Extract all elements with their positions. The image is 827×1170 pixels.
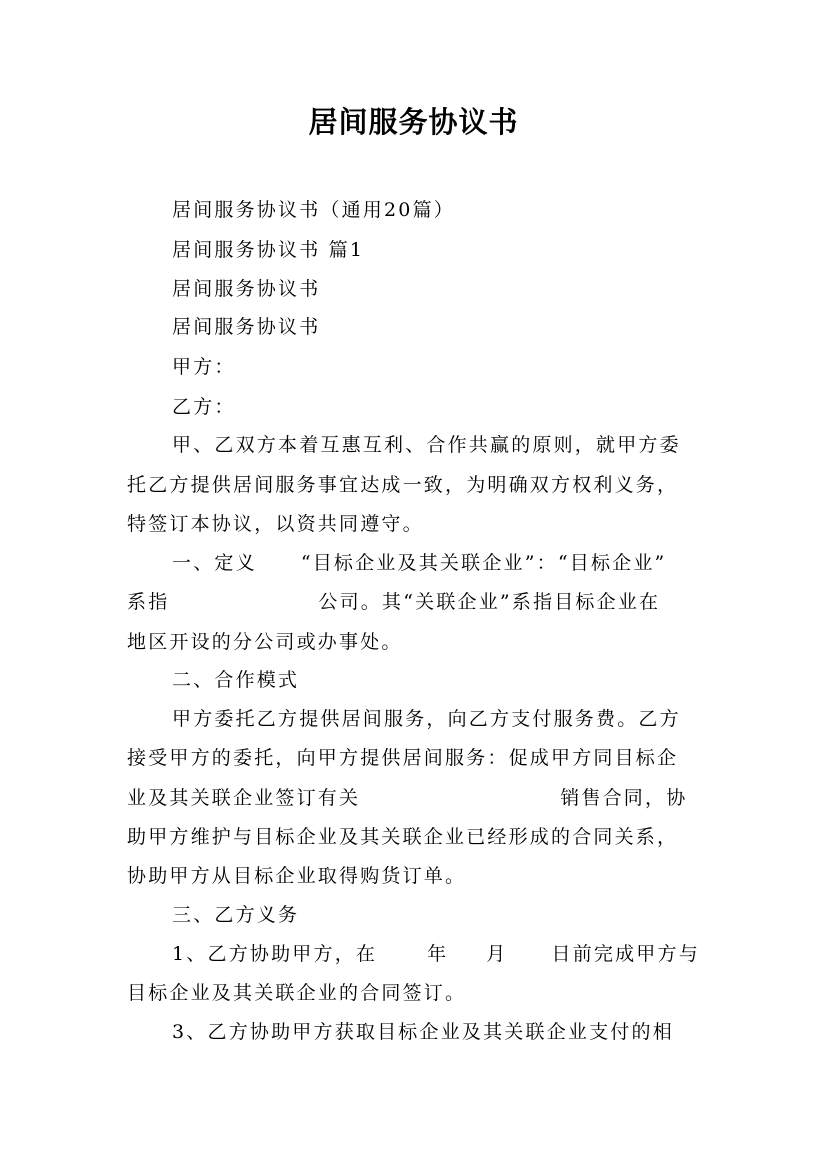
intro-paragraph-line: 甲、乙双方本着互惠互利、合作共赢的原则，就甲方委 bbox=[172, 434, 681, 456]
party-b-label: 乙方： bbox=[172, 396, 236, 418]
duty-line: 目标企业及其关联企业的合同签订。 bbox=[127, 982, 467, 1004]
cooperation-line: 助甲方维护与目标企业及其关联企业已经形成的合同关系， bbox=[127, 826, 679, 848]
agreement-heading-2: 居间服务协议书 bbox=[172, 316, 321, 338]
cooperation-text: 业及其关联企业签订有关 bbox=[127, 787, 361, 809]
duty-line bbox=[172, 942, 700, 966]
agreement-heading-1: 居间服务协议书 bbox=[172, 278, 321, 300]
cooperation-line: 协助甲方从目标企业取得购货订单。 bbox=[127, 865, 467, 887]
cooperation-line bbox=[127, 786, 687, 810]
definition-text: 系指 bbox=[127, 591, 170, 613]
duty-month: 月 bbox=[486, 943, 508, 965]
definition-text: “目标企业及其关联企业”：“目标企业” bbox=[300, 552, 667, 574]
definition-line: 地区开设的分公司或办事处。 bbox=[127, 631, 403, 653]
duty-text: 1、乙方协助甲方，在 bbox=[172, 943, 378, 965]
party-a-label: 甲方： bbox=[172, 356, 236, 378]
cooperation-line: 甲方委托乙方提供居间服务，向乙方支付服务费。乙方 bbox=[172, 708, 681, 730]
section-3-heading: 三、乙方义务 bbox=[172, 904, 300, 926]
document-title: 居间服务协议书 bbox=[308, 105, 519, 139]
document-subtitle: 居间服务协议书（通用20篇） bbox=[172, 199, 455, 221]
cooperation-text: 销售合同，协 bbox=[560, 787, 688, 809]
intro-paragraph-line: 特签订本协议，以资共同遵守。 bbox=[127, 513, 424, 535]
duty-line: 3、乙方协助甲方获取目标企业及其关联企业支付的相 bbox=[172, 1021, 674, 1043]
definition-line bbox=[172, 551, 666, 575]
definition-text: 公司。其“关联企业”系指目标企业在 bbox=[318, 591, 661, 613]
duty-year: 年 bbox=[427, 943, 449, 965]
cooperation-line: 接受甲方的委托，向甲方提供居间服务：促成甲方同目标企 bbox=[127, 747, 679, 769]
section-heading: 居间服务协议书 篇1 bbox=[172, 239, 365, 261]
definition-line bbox=[127, 590, 660, 614]
duty-text: 日前完成甲方与 bbox=[551, 943, 700, 965]
intro-paragraph-line: 托乙方提供居间服务事宜达成一致，为明确双方权利义务， bbox=[127, 474, 679, 496]
section-2-heading: 二、合作模式 bbox=[172, 669, 300, 691]
definition-heading: 一、定义 bbox=[172, 552, 257, 574]
